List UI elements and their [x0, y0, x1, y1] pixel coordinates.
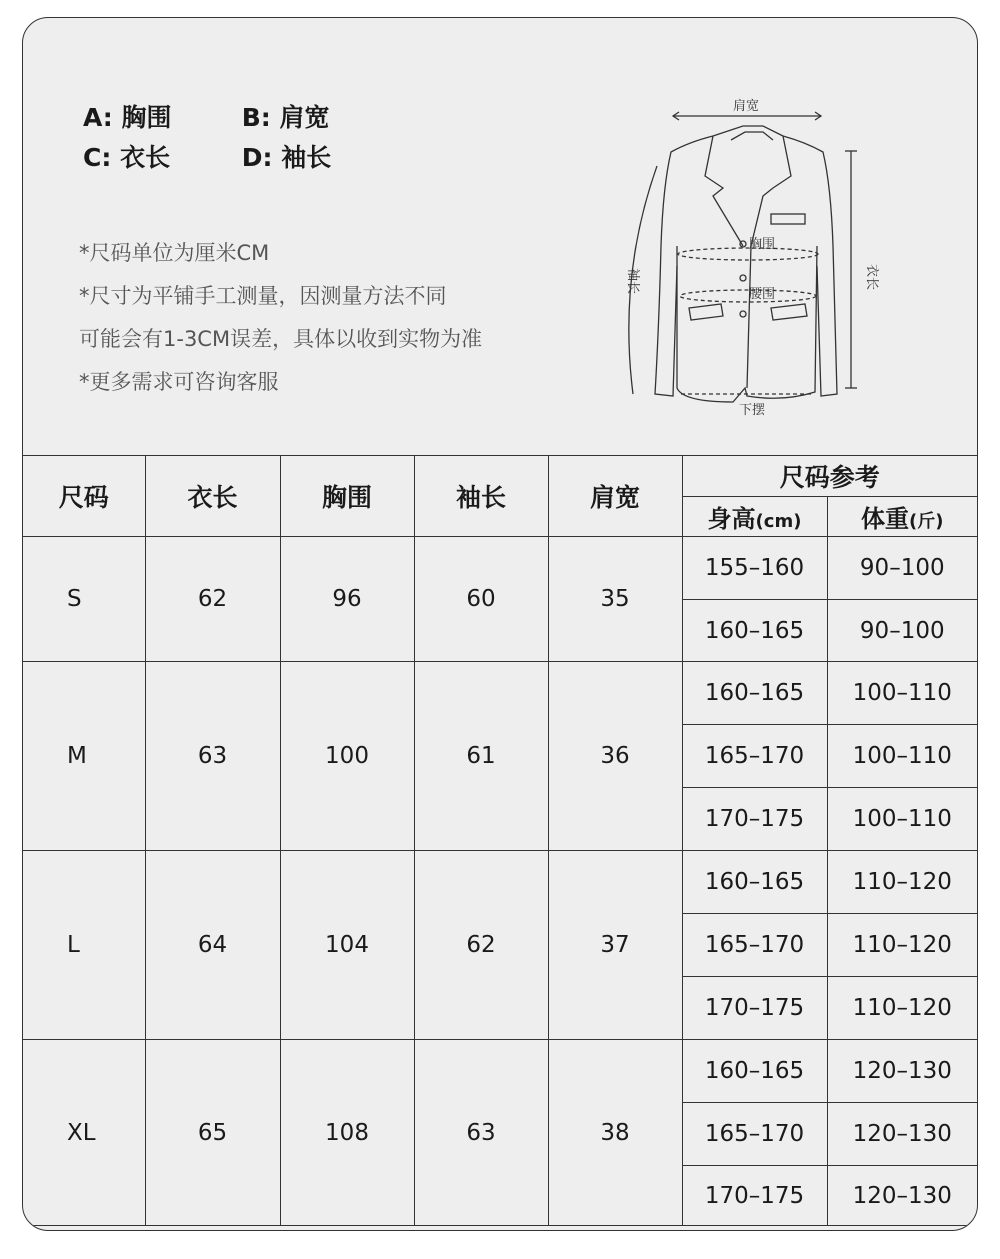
cell-height: 160–165: [682, 600, 827, 662]
table-row: [23, 537, 977, 600]
cell-height: 165–170: [682, 914, 827, 977]
cell-chest: 96: [280, 537, 414, 662]
table-row: [23, 662, 977, 725]
cell-sleeve: 63: [414, 1040, 548, 1226]
note-unit: *尺码单位为厘米CM: [79, 241, 270, 265]
header-size: 尺码: [23, 456, 145, 537]
cell-sleeve: 60: [414, 537, 548, 662]
label-length: 衣长: [864, 264, 879, 291]
legend-c: C: 衣长: [83, 143, 171, 172]
header-sleeve: 袖长: [414, 456, 548, 537]
legend-row-1: [83, 98, 330, 134]
jacket-diagram: [593, 96, 903, 426]
header-length: 衣长: [145, 456, 280, 537]
label-sleeve: 袖长: [625, 268, 640, 295]
cell-weight: 100–110: [827, 662, 977, 725]
cell-weight: 110–120: [827, 977, 977, 1040]
cell-weight: 110–120: [827, 851, 977, 914]
header-shoulder: 肩宽: [548, 456, 682, 537]
label-chest: 胸围: [749, 237, 776, 252]
legend-row-2: [83, 138, 331, 174]
cell-weight: 100–110: [827, 725, 977, 788]
label-hem: 下摆: [739, 403, 766, 418]
cell-shoulder: 38: [548, 1040, 682, 1226]
legend-b: B: 肩宽: [241, 103, 330, 132]
cell-weight: 110–120: [827, 914, 977, 977]
cell-height: 160–165: [682, 851, 827, 914]
cell-height: 155–160: [682, 537, 827, 600]
note-service: *更多需求可咨询客服: [79, 370, 279, 394]
cell-shoulder: 35: [548, 537, 682, 662]
header-reference: 尺码参考: [682, 456, 977, 497]
cell-length: 63: [145, 662, 280, 851]
cell-weight: 120–130: [827, 1040, 977, 1103]
table-row: [23, 1040, 977, 1103]
cell-sleeve: 61: [414, 662, 548, 851]
size-chart-card: [22, 17, 978, 1231]
cell-shoulder: 36: [548, 662, 682, 851]
cell-height: 170–175: [682, 788, 827, 851]
legend-a: A: 胸围: [83, 103, 172, 132]
cell-length: 64: [145, 851, 280, 1040]
header-height: 身高(cm): [682, 497, 827, 537]
legend-d: D: 袖长: [241, 143, 332, 172]
label-waist: 腰围: [749, 287, 776, 302]
header-chest: 胸围: [280, 456, 414, 537]
cell-size: L: [23, 851, 145, 1040]
cell-chest: 108: [280, 1040, 414, 1226]
note-measure: *尺寸为平铺手工测量，因测量方法不同: [79, 284, 447, 308]
label-shoulder: 肩宽: [733, 99, 760, 114]
cell-weight: 90–100: [827, 600, 977, 662]
cell-weight: 120–130: [827, 1103, 977, 1166]
cell-shoulder: 37: [548, 851, 682, 1040]
cell-height: 160–165: [682, 1040, 827, 1103]
header-weight: 体重(斤): [827, 497, 977, 537]
cell-weight: 100–110: [827, 788, 977, 851]
note-error: 可能会有1-3CM误差，具体以收到实物为准: [79, 327, 483, 351]
cell-height: 170–175: [682, 977, 827, 1040]
cell-height: 170–175: [682, 1166, 827, 1226]
cell-weight: 90–100: [827, 537, 977, 600]
cell-chest: 104: [280, 851, 414, 1040]
cell-size: S: [23, 537, 145, 662]
cell-sleeve: 62: [414, 851, 548, 1040]
cell-chest: 100: [280, 662, 414, 851]
cell-length: 62: [145, 537, 280, 662]
cell-weight: 120–130: [827, 1166, 977, 1226]
cell-height: 165–170: [682, 725, 827, 788]
cell-size: M: [23, 662, 145, 851]
cell-size: XL: [23, 1040, 145, 1226]
cell-height: 160–165: [682, 662, 827, 725]
size-table: [23, 455, 977, 1226]
table-row: [23, 851, 977, 914]
cell-length: 65: [145, 1040, 280, 1226]
cell-height: 165–170: [682, 1103, 827, 1166]
